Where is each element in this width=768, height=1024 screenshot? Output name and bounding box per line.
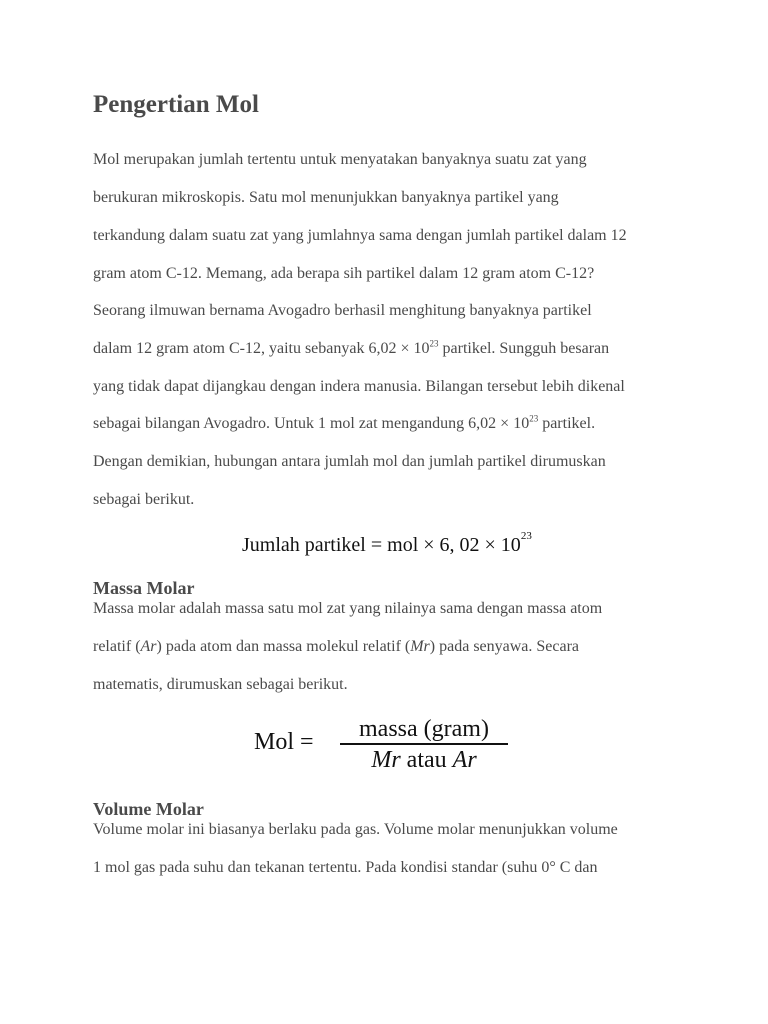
heading-volume-molar: Volume Molar xyxy=(93,799,204,819)
paragraph-line: 1 mol gas pada suhu dan tekanan tertentu. Pada kondisi standar (suhu 0° C dan xyxy=(93,859,598,876)
paragraph-line: sebagai berikut. xyxy=(93,491,195,508)
line-text: partikel. Sungguh besaran xyxy=(438,340,610,357)
exponent: 23 xyxy=(429,338,439,349)
paragraph-line: Massa molar adalah massa satu mol zat yang nilainya sama dengan massa atom xyxy=(93,600,603,617)
line-text: dalam 12 gram atom C-12, yaitu sebanyak 6,02 × 10 xyxy=(93,340,430,357)
equation-text: Jumlah partikel = mol × 6, 02 × 10 xyxy=(242,534,521,556)
paragraph-line: Dengan demikian, hubungan antara jumlah mol dan jumlah partikel dirumuskan xyxy=(93,453,606,470)
symbol-mr: Mr xyxy=(410,638,430,655)
fraction-denominator xyxy=(340,747,508,773)
denominator-text: atau xyxy=(400,746,453,773)
symbol-mr: Mr xyxy=(371,746,401,773)
exponent: 23 xyxy=(529,413,539,424)
line-text: relatif ( xyxy=(93,638,141,655)
equation-lhs: Mol = xyxy=(254,729,314,755)
paragraph-line xyxy=(93,339,609,359)
paragraph-line: Seorang ilmuwan bernama Avogadro berhasil menghitung banyaknya partikel xyxy=(93,302,592,319)
symbol-ar: Ar xyxy=(140,638,157,655)
paragraph-line: yang tidak dapat dijangkau dengan indera manusia. Bilangan tersebut lebih dikenal xyxy=(93,378,625,395)
line-text: partikel. xyxy=(538,415,596,432)
line-text: ) pada senyawa. Secara xyxy=(429,638,580,655)
equation-particle-count xyxy=(242,532,532,558)
page-title: Pengertian Mol xyxy=(93,91,259,118)
line-text: sebagai bilangan Avogadro. Untuk 1 mol zat mengandung 6,02 × 10 xyxy=(93,415,530,432)
line-text: ) pada atom dan massa molekul relatif ( xyxy=(156,638,411,655)
paragraph-line xyxy=(93,414,595,434)
fraction-bar xyxy=(340,743,508,745)
paragraph-line: berukuran mikroskopis. Satu mol menunjukkan banyaknya partikel yang xyxy=(93,189,559,206)
equation-exponent: 23 xyxy=(520,530,532,543)
paragraph-line xyxy=(93,637,579,657)
paragraph-line: matematis, dirumuskan sebagai berikut. xyxy=(93,676,348,693)
fraction-numerator: massa (gram) xyxy=(359,716,489,742)
paragraph-line: gram atom C-12. Memang, ada berapa sih partikel dalam 12 gram atom C-12? xyxy=(93,265,595,282)
paragraph-line: terkandung dalam suatu zat yang jumlahnya sama dengan jumlah partikel dalam 12 xyxy=(93,227,627,244)
equation-fraction xyxy=(340,716,508,773)
heading-massa-molar: Massa Molar xyxy=(93,578,195,598)
paragraph-line: Volume molar ini biasanya berlaku pada gas. Volume molar menunjukkan volume xyxy=(93,821,618,838)
paragraph-line: Mol merupakan jumlah tertentu untuk menyatakan banyaknya suatu zat yang xyxy=(93,151,587,168)
symbol-ar: Ar xyxy=(452,746,477,773)
